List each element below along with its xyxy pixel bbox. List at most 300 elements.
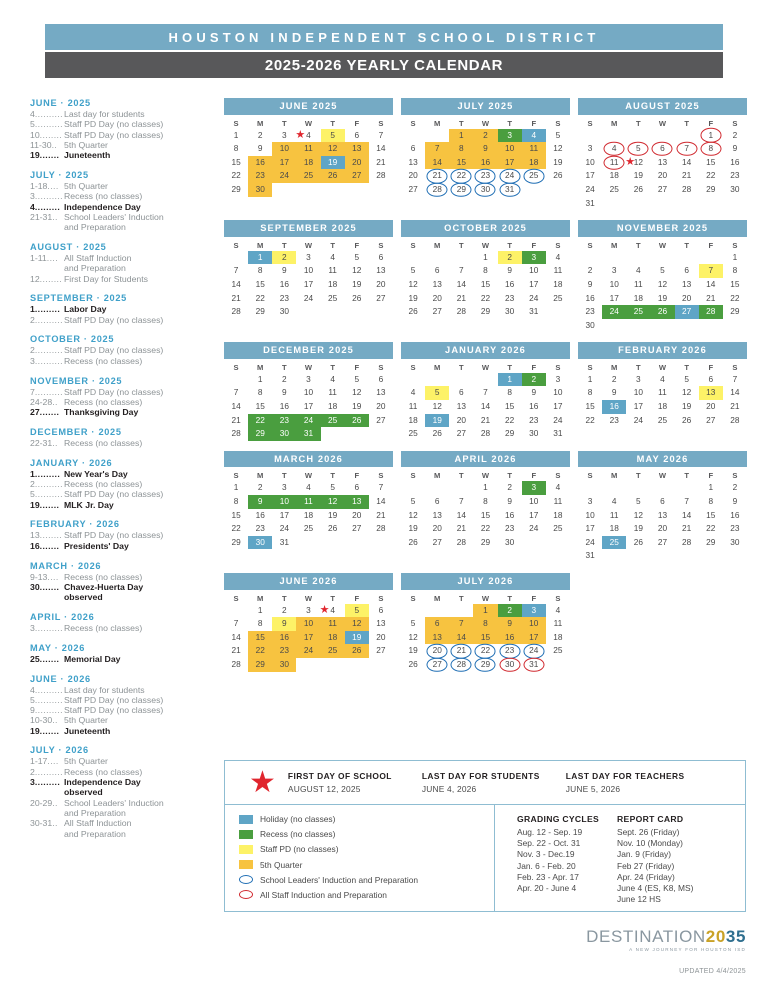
star-icon: ★ bbox=[295, 128, 306, 141]
day-plain: 13 bbox=[432, 509, 442, 520]
day-cell bbox=[723, 495, 747, 509]
day-plain: 5 bbox=[636, 496, 641, 506]
weekday-header: T bbox=[282, 593, 287, 603]
day-cell bbox=[369, 481, 393, 495]
day-cell bbox=[369, 183, 393, 197]
sidebar-event-day: 20-29.. bbox=[30, 797, 58, 808]
day-plain: 7 bbox=[378, 482, 384, 493]
day-cell bbox=[425, 292, 449, 306]
weekday-header: S bbox=[555, 471, 561, 481]
day-plain: 28 bbox=[456, 536, 466, 547]
report-card-line: Sept. 26 (Friday) bbox=[617, 827, 680, 837]
day-cell bbox=[248, 604, 272, 618]
day-cell bbox=[248, 400, 272, 414]
day-cell bbox=[626, 129, 650, 143]
day-plain: 26 bbox=[408, 658, 418, 669]
weekday-header: T bbox=[507, 471, 512, 481]
sidebar-event-text: New Year's Day bbox=[64, 468, 128, 479]
day-cell bbox=[626, 183, 650, 197]
day-cell bbox=[650, 386, 674, 400]
day-cell bbox=[546, 264, 570, 278]
day-plain: 12 bbox=[408, 509, 418, 520]
day-cell bbox=[224, 373, 248, 387]
day-plain: 13 bbox=[376, 387, 386, 398]
month-title: JULY 2025 bbox=[401, 98, 570, 115]
day-plain: 9 bbox=[531, 387, 537, 398]
week-row bbox=[401, 386, 570, 400]
weekday-header: S bbox=[233, 362, 239, 372]
day-plain: 2 bbox=[257, 129, 263, 140]
weekday-header: S bbox=[233, 593, 239, 603]
day-plain: 20 bbox=[657, 523, 668, 534]
day-cell bbox=[272, 536, 296, 550]
day-plain: 10 bbox=[529, 265, 539, 276]
day-cell bbox=[626, 156, 650, 170]
sidebar-event-row bbox=[30, 397, 215, 407]
day-plain: 18 bbox=[553, 509, 563, 520]
weekday-header: S bbox=[555, 240, 561, 250]
day-cell bbox=[272, 305, 296, 319]
day-cell bbox=[345, 400, 369, 414]
day-cell bbox=[248, 305, 272, 319]
sidebar-event-text: Staff PD Day (no classes) bbox=[64, 119, 164, 130]
week-row bbox=[224, 536, 393, 550]
day-cell bbox=[321, 292, 345, 306]
day-plain: 3 bbox=[306, 251, 311, 262]
day-cell bbox=[699, 156, 723, 170]
day-cell bbox=[546, 644, 570, 658]
day-cell bbox=[321, 414, 345, 428]
day-cell bbox=[296, 522, 320, 536]
day-cell bbox=[296, 644, 320, 658]
day-cell bbox=[699, 292, 723, 306]
day-plain: 19 bbox=[657, 292, 668, 303]
sidebar-event-row bbox=[30, 489, 215, 499]
day-plain: 21 bbox=[231, 414, 241, 425]
day-plain: 4 bbox=[611, 496, 617, 506]
day-quarter: 30 bbox=[248, 183, 272, 197]
week-row bbox=[578, 495, 747, 509]
sidebar-event-day: 3.......... bbox=[30, 622, 63, 633]
day-cell bbox=[425, 522, 449, 536]
day-cell bbox=[675, 373, 699, 387]
day-cell bbox=[401, 495, 425, 509]
day-cell bbox=[578, 549, 602, 563]
weekday-header: F bbox=[531, 240, 537, 250]
sidebar-event-text: All Staff Induction bbox=[64, 818, 132, 829]
day-plain: 31 bbox=[279, 536, 289, 547]
day-plain: 15 bbox=[255, 401, 265, 412]
day-ring-blue: 28 bbox=[425, 183, 449, 197]
day-plain: 9 bbox=[732, 496, 738, 506]
weekday-header: T bbox=[330, 362, 335, 372]
day-plain: 13 bbox=[657, 156, 668, 167]
day-cell bbox=[578, 183, 602, 197]
day-plain: 8 bbox=[257, 618, 263, 629]
day-plain: 23 bbox=[505, 292, 515, 303]
day-cell bbox=[296, 427, 320, 441]
week-row bbox=[401, 264, 570, 278]
sidebar-event-day: 30....... bbox=[30, 581, 60, 592]
day-cell bbox=[546, 481, 570, 495]
week-row bbox=[401, 292, 570, 306]
weekday-header: W bbox=[481, 118, 490, 128]
day-plain: 6 bbox=[459, 387, 464, 398]
month-grid bbox=[578, 117, 747, 211]
sidebar-event-day: 1......... bbox=[30, 304, 61, 315]
day-cell bbox=[723, 373, 747, 387]
day-plain: 17 bbox=[279, 509, 289, 520]
day-plain: 22 bbox=[706, 523, 716, 534]
day-cell bbox=[675, 522, 699, 536]
week-row bbox=[224, 169, 393, 183]
day-cell bbox=[401, 536, 425, 550]
day-quarter: 18 bbox=[522, 156, 546, 170]
sidebar-event-day: 1-11.... bbox=[30, 252, 59, 263]
day-quarter: 12 bbox=[321, 142, 345, 156]
day-cell bbox=[345, 142, 369, 156]
day-plain: 20 bbox=[432, 523, 442, 534]
day-cell bbox=[321, 604, 345, 618]
sidebar-event-text: Memorial Day bbox=[64, 653, 121, 664]
grading-cycle-line: Aug. 12 - Sep. 19 bbox=[517, 827, 583, 837]
day-plain: 3 bbox=[306, 373, 311, 384]
day-cell bbox=[369, 264, 393, 278]
weekday-header: S bbox=[410, 471, 416, 481]
week-row bbox=[224, 292, 393, 306]
day-cell bbox=[699, 197, 723, 211]
day-cell bbox=[522, 509, 546, 523]
star-icon: ★ bbox=[249, 765, 276, 799]
day-cell bbox=[401, 522, 425, 536]
day-cell bbox=[626, 142, 650, 156]
day-cell bbox=[401, 129, 425, 143]
day-plain: 26 bbox=[633, 536, 643, 547]
day-cell bbox=[522, 129, 546, 143]
weekday-header: W bbox=[304, 471, 313, 481]
day-plain: 5 bbox=[410, 265, 416, 276]
sidebar-event-row bbox=[30, 202, 215, 212]
months-row bbox=[224, 573, 748, 672]
day-plain: 29 bbox=[505, 428, 515, 439]
day-cell bbox=[522, 305, 546, 319]
week-row bbox=[401, 604, 570, 618]
sidebar-event-day: 5.......... bbox=[30, 694, 63, 705]
day-cell bbox=[248, 278, 272, 292]
day-cell bbox=[369, 617, 393, 631]
day-cell bbox=[449, 292, 473, 306]
week-row bbox=[401, 129, 570, 143]
weekday-header: W bbox=[481, 593, 490, 603]
day-cell bbox=[473, 400, 497, 414]
day-plain: 18 bbox=[328, 401, 338, 412]
months-row bbox=[224, 342, 748, 441]
day-cell bbox=[546, 129, 570, 143]
day-cell bbox=[546, 536, 570, 550]
day-plain: 16 bbox=[279, 278, 289, 289]
day-cell bbox=[675, 169, 699, 183]
day-plain: 16 bbox=[585, 292, 595, 303]
sidebar-event-text: Recess (no classes) bbox=[64, 191, 143, 202]
weekday-header: S bbox=[587, 118, 593, 128]
sidebar-event-row bbox=[30, 685, 215, 695]
day-cell bbox=[401, 264, 425, 278]
day-ring-blue: 24 bbox=[522, 644, 546, 658]
day-cell bbox=[498, 414, 522, 428]
sidebar-event-day: 27....... bbox=[30, 407, 60, 418]
day-plain: 27 bbox=[408, 183, 418, 194]
day-cell bbox=[401, 658, 425, 672]
sidebar-event-row bbox=[30, 818, 215, 828]
day-plain: 20 bbox=[408, 170, 418, 181]
week-row bbox=[224, 142, 393, 156]
month-title: NOVEMBER 2025 bbox=[578, 220, 747, 237]
day-plain: 31 bbox=[553, 428, 563, 439]
sidebar-event-row bbox=[30, 623, 215, 633]
day-cell bbox=[650, 264, 674, 278]
day-plain: 6 bbox=[708, 373, 714, 384]
day-plain: 27 bbox=[432, 536, 442, 547]
week-row bbox=[578, 319, 747, 333]
day-ring-red: 5 bbox=[626, 142, 650, 156]
day-plain: 29 bbox=[706, 183, 716, 194]
day-plain: 20 bbox=[376, 401, 386, 412]
day-cell bbox=[449, 129, 473, 143]
day-cell bbox=[498, 292, 522, 306]
weekday-header: M bbox=[434, 240, 441, 250]
sidebar-event-text: 5th Quarter bbox=[64, 756, 108, 767]
day-cell bbox=[296, 604, 320, 618]
day-cell bbox=[296, 509, 320, 523]
weekday-header: T bbox=[684, 240, 689, 250]
day-pd: 9 bbox=[272, 617, 296, 631]
day-plain: 11 bbox=[658, 387, 667, 398]
day-plain: 17 bbox=[585, 523, 595, 534]
day-cell bbox=[699, 264, 723, 278]
day-pd: 7 bbox=[699, 264, 723, 278]
day-plain: 7 bbox=[732, 373, 738, 384]
day-plain: 26 bbox=[328, 523, 338, 534]
day-cell bbox=[401, 278, 425, 292]
day-cell bbox=[650, 305, 674, 319]
day-plain: 3 bbox=[282, 129, 287, 140]
day-cell bbox=[425, 631, 449, 645]
day-cell bbox=[626, 278, 650, 292]
weekday-header: T bbox=[330, 118, 335, 128]
sidebar-event-row bbox=[30, 654, 215, 664]
day-cell bbox=[369, 251, 393, 265]
report-card-heading: REPORT CARD bbox=[617, 814, 684, 824]
sidebar-event-row bbox=[30, 541, 215, 551]
report-card-line: June 12 HS bbox=[617, 894, 661, 905]
day-cell bbox=[699, 319, 723, 333]
day-cell bbox=[321, 264, 345, 278]
key-dates-row bbox=[225, 761, 745, 805]
day-holiday: 4 bbox=[522, 129, 546, 143]
day-plain: 27 bbox=[657, 183, 668, 194]
day-cell bbox=[699, 549, 723, 563]
legend-box bbox=[224, 760, 746, 912]
day-plain: 2 bbox=[507, 482, 512, 493]
day-quarter: 24 bbox=[272, 169, 296, 183]
day-plain: 5 bbox=[555, 129, 561, 140]
sidebar-event-row bbox=[30, 304, 215, 314]
day-cell bbox=[602, 549, 626, 563]
day-cell bbox=[425, 658, 449, 672]
day-plain: 28 bbox=[682, 536, 692, 547]
day-cell bbox=[522, 644, 546, 658]
day-cell bbox=[723, 522, 747, 536]
day-plain: 17 bbox=[585, 170, 595, 181]
day-plain: 3 bbox=[636, 373, 641, 384]
day-cell bbox=[578, 169, 602, 183]
weekday-header: W bbox=[481, 240, 490, 250]
day-plain: 18 bbox=[657, 401, 668, 412]
month-card bbox=[224, 220, 393, 332]
weekday-header: M bbox=[434, 471, 441, 481]
month-grid bbox=[401, 361, 570, 441]
key-date-label: FIRST DAY OF SCHOOL bbox=[287, 771, 392, 782]
day-cell bbox=[675, 305, 699, 319]
day-plain: 14 bbox=[456, 278, 466, 289]
sidebar-event-day: 16....... bbox=[30, 540, 60, 551]
day-plain: 13 bbox=[376, 265, 386, 276]
day-cell bbox=[224, 522, 248, 536]
day-quarter: 15 bbox=[449, 156, 473, 170]
weekday-header: S bbox=[555, 118, 561, 128]
day-plain: 15 bbox=[505, 401, 515, 412]
day-quarter: 10 bbox=[272, 142, 296, 156]
weekday-header: W bbox=[658, 240, 667, 250]
day-cell bbox=[425, 251, 449, 265]
week-row bbox=[224, 658, 393, 672]
day-cell bbox=[498, 631, 522, 645]
legend-item bbox=[239, 844, 494, 854]
day-plain: 23 bbox=[730, 523, 740, 534]
day-cell bbox=[369, 495, 393, 509]
day-cell bbox=[321, 373, 345, 387]
week-row bbox=[224, 386, 393, 400]
day-ring-red: 7 bbox=[675, 142, 699, 156]
day-cell bbox=[578, 292, 602, 306]
day-cell bbox=[248, 427, 272, 441]
day-cell bbox=[296, 305, 320, 319]
week-row bbox=[401, 183, 570, 197]
day-plain: 14 bbox=[682, 156, 692, 167]
day-plain: 21 bbox=[682, 523, 692, 534]
day-plain: 30 bbox=[730, 536, 740, 547]
key-date-last-day-students bbox=[422, 771, 540, 794]
day-plain: 23 bbox=[505, 523, 515, 534]
day-cell bbox=[296, 536, 320, 550]
day-quarter: 14 bbox=[425, 156, 449, 170]
sidebar-event-row bbox=[30, 756, 215, 766]
sidebar-event-text: Labor Day bbox=[64, 304, 107, 315]
day-cell bbox=[546, 142, 570, 156]
week-row bbox=[401, 305, 570, 319]
sidebar-event-text: Thanksgiving Day bbox=[64, 407, 139, 418]
day-plain: 7 bbox=[233, 265, 239, 276]
day-plain: 6 bbox=[378, 604, 384, 615]
day-cell bbox=[675, 481, 699, 495]
day-plain: 18 bbox=[633, 292, 643, 303]
day-ring-blue: 30 bbox=[473, 183, 497, 197]
day-plain: 27 bbox=[376, 645, 386, 656]
day-cell bbox=[723, 536, 747, 550]
day-plain: 8 bbox=[732, 265, 738, 276]
day-cell bbox=[401, 251, 425, 265]
day-cell bbox=[345, 251, 369, 265]
day-quarter: 8 bbox=[449, 142, 473, 156]
day-plain: 11 bbox=[328, 387, 337, 398]
day-plain: 4 bbox=[410, 387, 416, 398]
day-cell bbox=[602, 536, 626, 550]
month-title: JUNE 2026 bbox=[224, 573, 393, 590]
week-row bbox=[578, 183, 747, 197]
day-holiday: 1 bbox=[248, 251, 272, 265]
month-grid bbox=[401, 592, 570, 672]
day-cell bbox=[296, 251, 320, 265]
day-cell bbox=[449, 264, 473, 278]
day-cell bbox=[296, 631, 320, 645]
day-plain: 21 bbox=[231, 645, 241, 656]
day-cell bbox=[522, 400, 546, 414]
day-plain: 1 bbox=[233, 482, 239, 493]
weekday-header: S bbox=[410, 240, 416, 250]
day-plain: 7 bbox=[233, 618, 239, 629]
day-cell bbox=[602, 278, 626, 292]
weekday-header: T bbox=[636, 362, 641, 372]
week-row bbox=[224, 129, 393, 143]
day-plain: 24 bbox=[585, 536, 595, 547]
day-cell bbox=[578, 386, 602, 400]
grading-report-panel bbox=[495, 805, 745, 911]
day-cell bbox=[296, 373, 320, 387]
day-cell bbox=[224, 644, 248, 658]
weekday-header: S bbox=[410, 362, 416, 372]
day-cell bbox=[248, 495, 272, 509]
day-cell bbox=[248, 183, 272, 197]
day-quarter: 11 bbox=[321, 617, 345, 631]
weekday-header: S bbox=[378, 593, 384, 603]
day-plain: 7 bbox=[459, 265, 464, 276]
day-cell bbox=[369, 373, 393, 387]
day-cell bbox=[449, 509, 473, 523]
sidebar-event-row bbox=[30, 356, 215, 366]
day-quarter: 25 bbox=[321, 644, 345, 658]
weekday-header: S bbox=[378, 362, 384, 372]
day-cell bbox=[272, 509, 296, 523]
month-card bbox=[578, 98, 747, 210]
day-cell bbox=[650, 183, 674, 197]
sidebar-event-row bbox=[30, 140, 215, 150]
sidebar-month-title: APRIL · 2026 bbox=[30, 611, 95, 622]
sidebar-event-day: 30-31.. bbox=[30, 818, 58, 829]
day-cell bbox=[699, 169, 723, 183]
day-plain: 12 bbox=[432, 401, 442, 412]
day-cell bbox=[546, 278, 570, 292]
day-cell bbox=[272, 522, 296, 536]
day-recess: 25 bbox=[626, 305, 650, 319]
day-plain: 28 bbox=[231, 306, 241, 317]
day-cell bbox=[578, 400, 602, 414]
day-cell bbox=[449, 400, 473, 414]
day-plain: 29 bbox=[231, 536, 241, 547]
day-cell bbox=[650, 373, 674, 387]
day-ring-blue: 23 bbox=[473, 169, 497, 183]
day-cell bbox=[248, 373, 272, 387]
sidebar-event-text: Recess (no classes) bbox=[64, 766, 143, 777]
